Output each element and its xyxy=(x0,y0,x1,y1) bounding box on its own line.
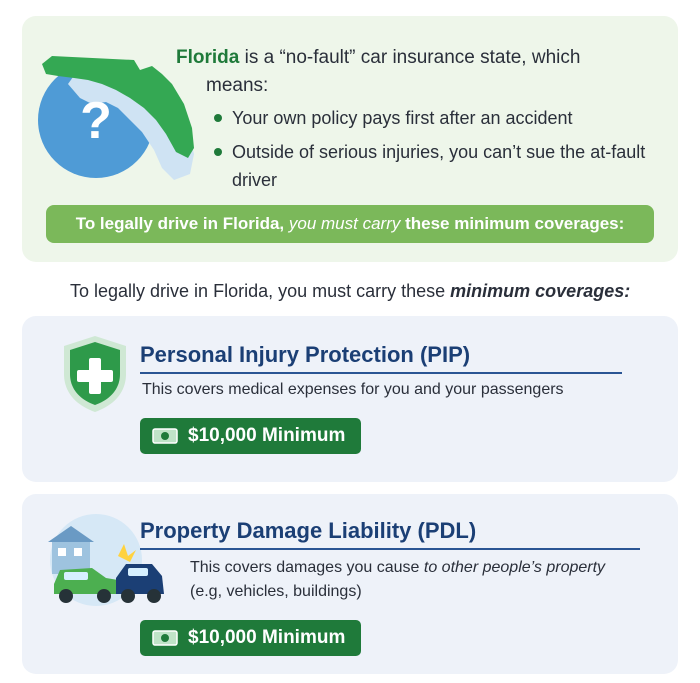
pdl-title: Property Damage Liability (PDL) xyxy=(140,518,477,543)
pip-coverage-card xyxy=(22,316,678,482)
pip-description: This covers medical expenses for you and your passengers xyxy=(142,381,564,398)
svg-text:?: ? xyxy=(80,92,112,150)
pdl-coverage-card xyxy=(22,494,678,674)
dollar-bill-icon xyxy=(152,428,178,444)
minimum-coverage-banner: To legally drive in Florida, you must carry these minimum coverages: xyxy=(46,205,654,243)
bullet-icon xyxy=(214,148,222,156)
pip-title-divider xyxy=(140,372,622,374)
pip-minimum-badge: $10,000 Minimum xyxy=(140,418,361,454)
no-fault-statement xyxy=(176,44,656,100)
shield-medical-cross-icon xyxy=(60,334,130,414)
florida-map-question-icon xyxy=(38,34,198,204)
pdl-title-divider xyxy=(140,548,640,550)
pdl-minimum-badge: $10,000 Minimum xyxy=(140,620,361,656)
no-fault-bullets xyxy=(214,104,664,200)
state-name: Florida xyxy=(176,47,240,68)
pip-title: Personal Injury Protection (PIP) xyxy=(140,342,471,367)
bullet-icon xyxy=(214,114,222,122)
coverage-intro-text: To legally drive in Florida, you must carry these minimum coverages: xyxy=(70,281,631,301)
no-fault-text: is a “no-fault” car insurance state, which xyxy=(239,47,581,68)
list-item: Your own policy pays first after an accident xyxy=(214,104,664,132)
pdl-description: This covers damages you cause to other people’s property (e.g, vehicles, buildings) xyxy=(190,559,606,600)
dollar-bill-icon xyxy=(152,630,178,646)
no-fault-card xyxy=(22,16,678,262)
list-item: Outside of serious injuries, you can’t sue the at-fault driver xyxy=(214,138,664,194)
means-text: means: xyxy=(206,75,269,96)
